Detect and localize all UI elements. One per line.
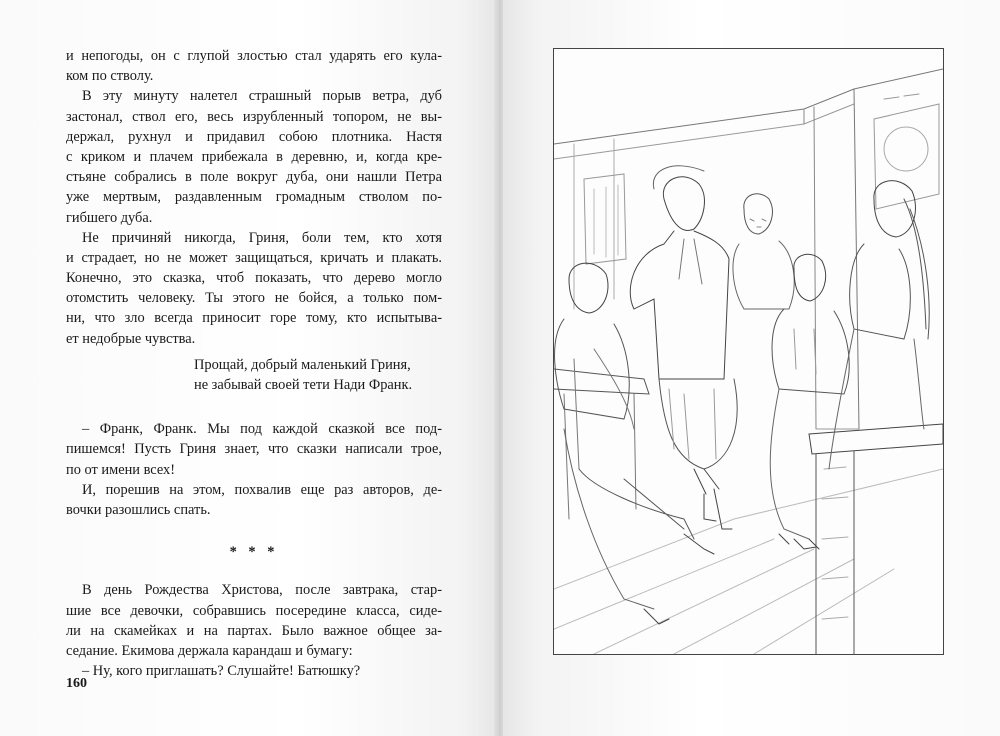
text-line: ни, что зло всегда приносит горе тому, кто испытывa- <box>66 310 442 327</box>
text-line: – Франк, Франк. Мы под каждой сказкой все под- <box>82 421 442 438</box>
section-separator: * * * <box>229 544 279 561</box>
text-line: ет недобрые чувства. <box>66 330 196 347</box>
text-line: В день Рождества Христова, после завтрака, стар- <box>82 582 442 599</box>
text-line: и непогоды, он с глупой злостью стал ударять его кула- <box>66 48 442 64</box>
text-line: И, порешив на этом, похвалив еще раз авторов, де- <box>82 481 442 498</box>
text-line: и страдает, но не может защищаться, кричать и плакать. <box>66 249 442 266</box>
text-line: шие все девочки, собравшись посередине класса, сиде- <box>66 602 442 619</box>
pencil-sketch-illustration <box>554 49 943 654</box>
text-line: седание. Екимова держала карандаш и бумагу: <box>66 642 353 659</box>
text-line: ком по стволу. <box>66 68 154 85</box>
text-line: – Ну, кого приглашать? Слушайте! Батюшку? <box>82 663 361 680</box>
illustration-frame <box>553 48 944 655</box>
left-page-text <box>66 46 442 681</box>
text-line: вочки разошлись спать. <box>66 501 211 518</box>
text-line: гибшего дуба. <box>66 209 153 226</box>
text-line: ли на скамейках и на партах. Было важное общее за- <box>66 622 442 639</box>
left-page <box>0 0 497 736</box>
signature-line: Прощай, добрый маленький Гриня, <box>194 356 411 373</box>
page-number: 160 <box>66 676 87 691</box>
text-line: В эту минуту налетел страшный порыв ветра, дуб <box>82 88 442 105</box>
text-line: с криком и плачем прибежала в деревню, и, когда кре- <box>66 148 442 165</box>
text-line: пишемся! Пусть Гриня знает, что сказки написали трое, <box>66 441 442 458</box>
signature-line: не забывай своей тети Нади Франк. <box>194 377 413 393</box>
text-line: Не причиняй никогда, Гриня, боли тем, кто хотя <box>82 229 442 246</box>
text-line: Конечно, это сказка, чтоб показать, что дерево могло <box>66 270 442 287</box>
text-line: стьяне собрались в поле вокруг дуба, они нашли Петра <box>66 169 442 186</box>
text-line: держал, рухнул и придавил собою плотника. Настя <box>66 128 442 145</box>
text-line: отомстить человеку. Ты этого не бойся, а только пом- <box>66 290 442 307</box>
text-line: уже мертвым, раздавленным громадным стволом по- <box>66 189 442 206</box>
text-line: застонал, ствол его, весь изрубленный топором, не вы- <box>66 108 442 125</box>
text-line: по от имени всех! <box>66 461 176 478</box>
